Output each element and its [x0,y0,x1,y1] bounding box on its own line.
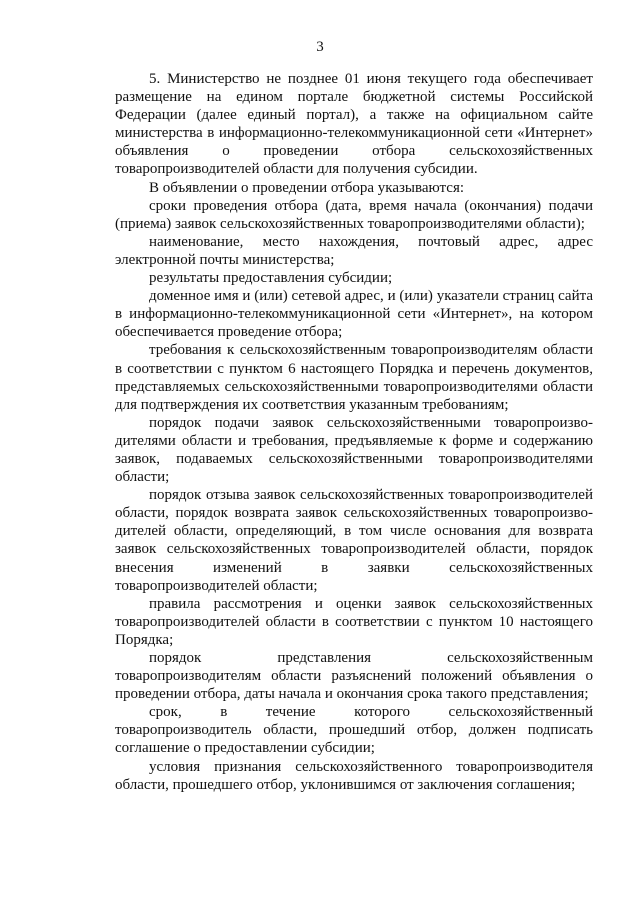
paragraph-selection-dates: сроки проведения отбора (дата, время начала (окончания) подачи (приема) заявок сельскохозяйственных товаропроизводителями области); [115,197,593,232]
paragraph-item-5: 5. Министерство не позднее 01 июня текущего года обеспечивает размещение на едином портале бюджетной системы Российской Федерации (далее единый портал), а также на официальном сайте министерства в информационно-телекоммуникационной сети «Интернет» объявления о проведении отбора сельскохозяйственных товаропроизводителей области для получения субсидии. [115,71,593,178]
paragraph-subsidy-results: результаты предоставления субсидии; [149,270,393,287]
paragraph-ministry-contacts: наименование, место нахождения, почтовый адрес, адрес электронной почты министерства; [115,233,593,268]
paragraph-evaluation-rules: правила рассмотрения и оценки заявок сельскохозяйственных товаропроизводителей области в соответствии с пунктом 10 настоящего Порядка; [115,595,593,648]
paragraph-announcement-intro: В объявлении о проведении отбора указываются: [149,179,465,196]
paragraph-evasion-conditions: условия признания сельскохозяйственного товаропроизводителя области, прошедшего отбор, уклонившимся от заключения соглашения; [115,758,593,793]
page-number: 3 [316,39,324,55]
paragraph-agreement-term: срок, в течение которого сельскохозяйственный товаропроизводитель области, прошедший отбор, должен подписать соглашение о предоставлении субсидии; [115,704,593,757]
paragraph-requirements: требования к сельскохозяйственным товаропроизводителям области в соответствии с пунктом 6 настоящего Порядка и перечень документов, представляемых сельскохозяйственными товаропроизводителями области для подтверждения их соответствия указанным требованиям; [115,342,593,413]
paragraph-application-procedure: порядок подачи заявок сельскохозяйственными товаропроизводителями области и требования, предъявляемые к форме и содержанию заявок, подаваемых сельскохозяйственными товаропроизводителями области; [115,414,593,486]
paragraph-withdrawal-procedure: порядок отзыва заявок сельскохозяйственных товаропроизводителей области, порядок возврата заявок сельскохозяйственных товаропроизводителей области, определяющий, в том числе основания для возврата заявок сельскохозяйственных товаропроизводителей области, порядок внесения изменений в заявки сельскохозяйственных товаропроизводителей области; [115,487,593,594]
document-body [115,70,593,794]
paragraph-clarifications: порядок представления сельскохозяйственным товаропроизводителям области разъяснений положений объявления о проведении отбора, даты начала и окончания срока такого представления; [115,650,593,703]
paragraph-domain-name: доменное имя и (или) сетевой адрес, и (или) указатели страниц сайта в информационно-телекоммуникационной сети «Интернет», на котором обеспечивается проведение отбора; [115,288,593,341]
